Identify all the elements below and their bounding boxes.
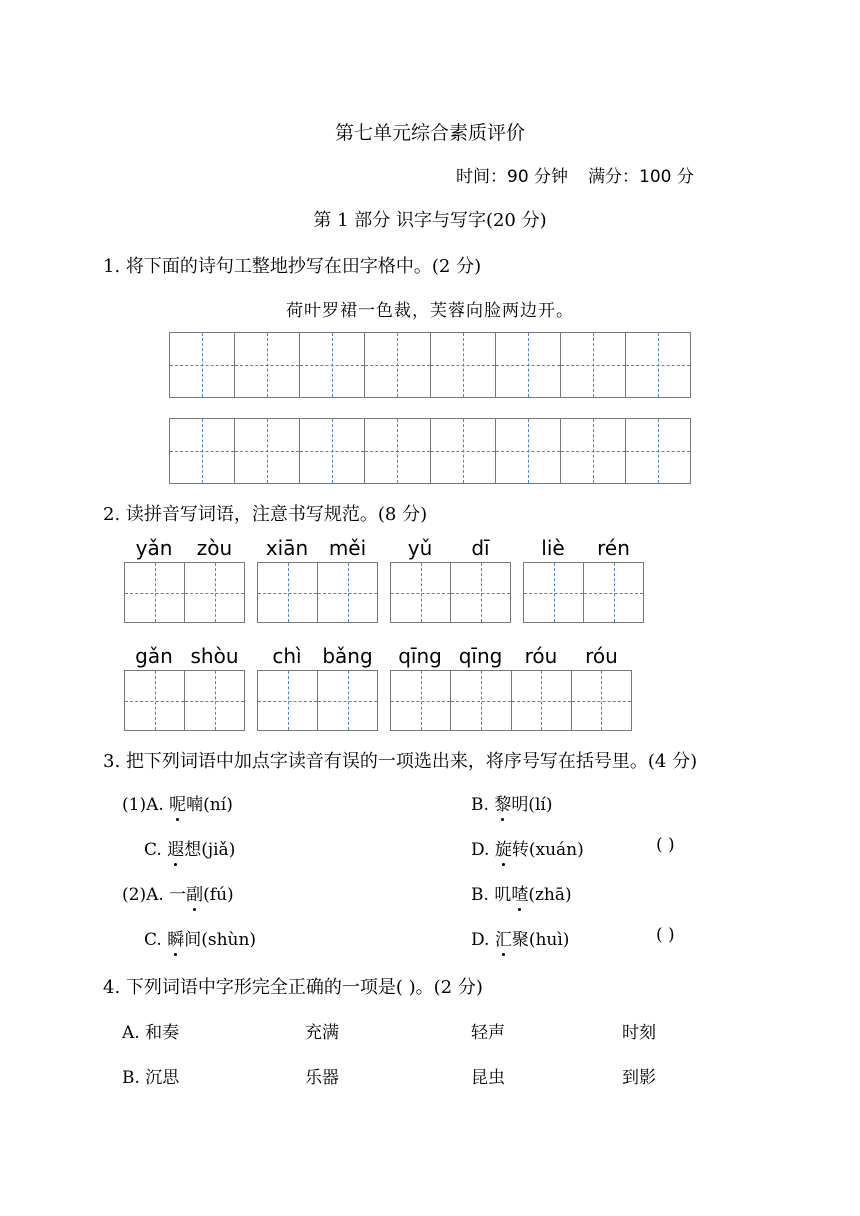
q4-option-b[interactable]: B. 沉思 [122, 1068, 180, 1088]
dotted-char: 喳 [511, 880, 528, 905]
dotted-char: 黎 [494, 790, 511, 815]
question-4: 4. 下列词语中字形完全正确的一项是( )。(2 分) [103, 977, 483, 998]
pinyin: qīng [398, 644, 442, 668]
dotted-char: 副 [186, 880, 203, 905]
exam-meta [456, 162, 694, 187]
word-box-7 [390, 644, 632, 732]
answer-grid[interactable] [124, 562, 245, 623]
pinyin: zòu [196, 536, 233, 560]
pinyin: dī [471, 536, 490, 560]
dotted-char: 遐 [167, 835, 184, 860]
q4-option-a[interactable]: A. 和奏 [122, 1023, 180, 1043]
pinyin: yǔ [407, 536, 433, 560]
q4-word: 到影 [622, 1068, 656, 1088]
q4-word: 充满 [305, 1023, 339, 1043]
q4-word: 时刻 [622, 1023, 656, 1043]
option-text: 想(jiǎ) [184, 840, 236, 860]
option-text: 间(shùn) [184, 930, 257, 950]
answer-grid[interactable] [257, 670, 378, 731]
answer-grid[interactable] [523, 562, 644, 623]
q3-2-option-b[interactable] [471, 880, 572, 905]
word-box-5 [124, 644, 245, 732]
score-label: 满分：100 分 [588, 167, 694, 187]
word-box-2 [257, 536, 378, 624]
q3-1-option-c[interactable] [144, 835, 235, 860]
word-box-4 [523, 536, 644, 624]
q3-2-option-c[interactable] [144, 925, 256, 950]
option-text: 聚(huì) [511, 930, 570, 950]
q4-word: 昆虫 [471, 1068, 505, 1088]
q3-2-option-d[interactable] [471, 925, 569, 950]
tianzige-row-2[interactable] [169, 418, 691, 484]
answer-grid[interactable] [124, 670, 245, 731]
question-2: 2. 读拼音写词语，注意书写规范。(8 分) [103, 504, 428, 525]
option-text: (zhā) [528, 885, 572, 905]
option-text: (fú) [203, 885, 234, 905]
option-text: (2)A. 一 [122, 885, 187, 905]
option-text: C. [144, 930, 168, 950]
q3-2-option-a[interactable] [122, 880, 234, 905]
question-1: 1. 将下面的诗句工整地抄写在田字格中。(2 分) [103, 256, 482, 277]
option-text: (1)A. [122, 795, 170, 815]
answer-paren-2[interactable]: ( ) [656, 925, 675, 945]
option-text: C. [144, 840, 168, 860]
question-3: 3. 把下列词语中加点字读音有误的一项选出来，将序号写在括号里。(4 分) [103, 751, 698, 772]
pinyin: bǎng [322, 644, 373, 668]
pinyin: yǎn [135, 536, 173, 560]
q3-1-option-d[interactable] [471, 835, 584, 860]
section-title: 第 1 部分 识字与写字(20 分) [313, 210, 547, 231]
dotted-char: 瞬 [167, 925, 184, 950]
answer-grid[interactable] [390, 562, 511, 623]
tianzige-row-1[interactable] [169, 332, 691, 398]
pinyin: shòu [190, 644, 239, 668]
pinyin: róu [585, 644, 618, 668]
option-text: 转(xuán) [511, 840, 584, 860]
dotted-char: 呢 [169, 790, 186, 815]
pinyin: rén [597, 536, 630, 560]
poem-line: 荷叶罗裙一色裁，芙蓉向脸两边开。 [286, 301, 574, 321]
option-text: 喃(ní) [186, 795, 233, 815]
option-text: D. [471, 840, 495, 860]
word-box-1 [124, 536, 245, 624]
option-text: B. 叽 [471, 885, 512, 905]
pinyin: qīng [458, 644, 503, 668]
option-text: D. [471, 930, 495, 950]
q3-1-option-b[interactable] [471, 790, 552, 815]
answer-grid[interactable] [257, 562, 378, 623]
pinyin: liè [541, 536, 565, 560]
q4-word: 乐器 [305, 1068, 339, 1088]
word-box-6 [257, 644, 378, 732]
page-title: 第七单元综合素质评价 [334, 122, 525, 144]
pinyin: róu [524, 644, 558, 668]
q3-1-option-a[interactable] [122, 790, 233, 815]
word-box-3 [390, 536, 511, 624]
dotted-char: 旋 [495, 835, 512, 860]
option-text: 明(lí) [511, 795, 553, 815]
pinyin: chì [272, 644, 302, 668]
q4-word: 轻声 [471, 1023, 505, 1043]
dotted-char: 汇 [495, 925, 512, 950]
answer-paren-1[interactable]: ( ) [656, 835, 675, 855]
pinyin: gǎn [135, 644, 173, 668]
pinyin: xiān [265, 536, 309, 560]
option-text: B. [471, 795, 495, 815]
pinyin: měi [328, 536, 367, 560]
time-label: 时间：90 分钟 [456, 167, 569, 187]
answer-grid[interactable] [390, 670, 632, 731]
